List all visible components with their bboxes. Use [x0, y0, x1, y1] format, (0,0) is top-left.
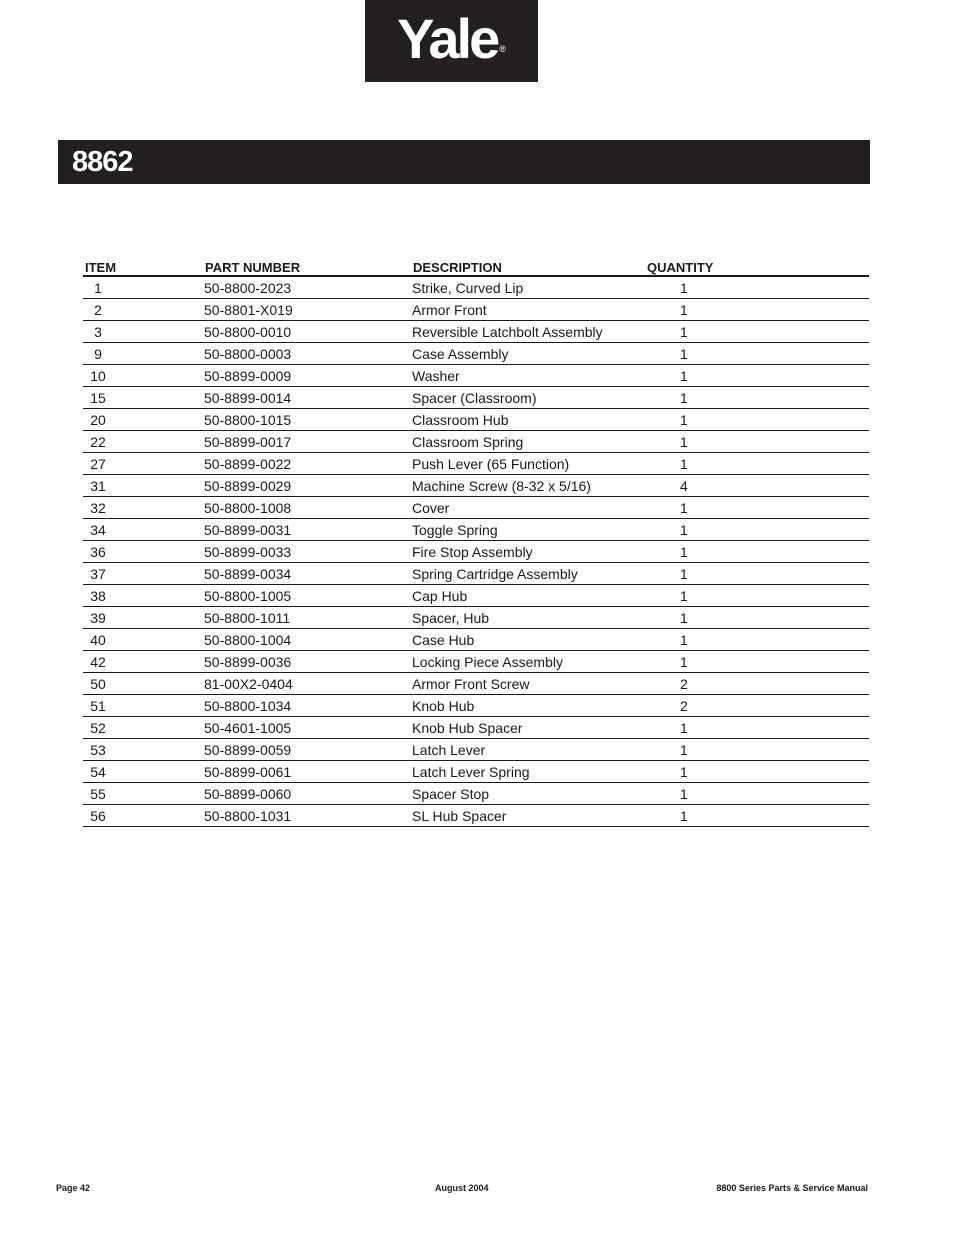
cell-quantity: 1 [645, 563, 869, 585]
item-number: 31 [90, 477, 106, 494]
cell-description: Latch Lever Spring [411, 761, 645, 783]
cell-item [83, 365, 203, 387]
cell-part-number: 50-8899-0017 [203, 431, 411, 453]
cell-quantity: 1 [645, 409, 869, 431]
header-quantity: QUANTITY [645, 256, 869, 276]
cell-part-number: 50-8899-0031 [203, 519, 411, 541]
cell-part-number: 50-8800-1034 [203, 695, 411, 717]
cell-item [83, 321, 203, 343]
cell-quantity: 1 [645, 365, 869, 387]
cell-part-number: 50-8899-0033 [203, 541, 411, 563]
cell-item [83, 761, 203, 783]
item-number: 2 [94, 301, 102, 318]
cell-part-number: 50-8899-0059 [203, 739, 411, 761]
cell-quantity: 1 [645, 739, 869, 761]
cell-item [83, 299, 203, 321]
table-row [83, 695, 869, 717]
cell-quantity: 1 [645, 585, 869, 607]
item-number: 34 [90, 521, 106, 538]
cell-part-number: 81-00X2-0404 [203, 673, 411, 695]
table-row [83, 739, 869, 761]
cell-item [83, 651, 203, 673]
cell-description: Spacer (Classroom) [411, 387, 645, 409]
item-number: 27 [90, 455, 106, 472]
cell-description: Washer [411, 365, 645, 387]
cell-part-number: 50-8800-0003 [203, 343, 411, 365]
cell-quantity: 1 [645, 453, 869, 475]
item-number: 40 [90, 631, 106, 648]
cell-item [83, 431, 203, 453]
cell-part-number: 50-8899-0014 [203, 387, 411, 409]
table-row [83, 276, 869, 299]
footer-page-number: Page 42 [56, 1183, 91, 1193]
item-number: 15 [90, 389, 106, 406]
cell-description: Armor Front [411, 299, 645, 321]
cell-item [83, 783, 203, 805]
header-description: DESCRIPTION [411, 256, 645, 276]
cell-quantity: 1 [645, 299, 869, 321]
cell-quantity: 1 [645, 276, 869, 299]
table-row [83, 651, 869, 673]
cell-description: Toggle Spring [411, 519, 645, 541]
cell-description: Cover [411, 497, 645, 519]
parts-table [83, 256, 869, 827]
cell-part-number: 50-8899-0009 [203, 365, 411, 387]
cell-item [83, 541, 203, 563]
cell-item [83, 519, 203, 541]
cell-part-number: 50-8899-0022 [203, 453, 411, 475]
table-row [83, 475, 869, 497]
cell-quantity: 1 [645, 519, 869, 541]
cell-description: Machine Screw (8-32 x 5/16) [411, 475, 645, 497]
cell-quantity: 1 [645, 805, 869, 827]
cell-item [83, 673, 203, 695]
cell-description: Classroom Hub [411, 409, 645, 431]
cell-item [83, 343, 203, 365]
table-row [83, 585, 869, 607]
cell-part-number: 50-4601-1005 [203, 717, 411, 739]
cell-quantity: 1 [645, 343, 869, 365]
cell-part-number: 50-8800-0010 [203, 321, 411, 343]
cell-description: Cap Hub [411, 585, 645, 607]
cell-description: Knob Hub [411, 695, 645, 717]
cell-item [83, 276, 203, 299]
cell-quantity: 1 [645, 783, 869, 805]
table-row [83, 563, 869, 585]
cell-item [83, 563, 203, 585]
item-number: 20 [90, 411, 106, 428]
cell-description: Latch Lever [411, 739, 645, 761]
model-number-title: 8862 [72, 145, 133, 178]
cell-description: Spacer, Hub [411, 607, 645, 629]
table-row [83, 717, 869, 739]
cell-part-number: 50-8800-2023 [203, 276, 411, 299]
table-row [83, 343, 869, 365]
table-row [83, 607, 869, 629]
cell-item [83, 607, 203, 629]
table-row [83, 365, 869, 387]
item-number: 39 [90, 609, 106, 626]
yale-logo [365, 0, 538, 82]
cell-quantity: 1 [645, 541, 869, 563]
cell-part-number: 50-8800-1004 [203, 629, 411, 651]
item-number: 42 [90, 653, 106, 670]
cell-part-number: 50-8801-X019 [203, 299, 411, 321]
item-number: 3 [94, 323, 102, 340]
cell-part-number: 50-8800-1031 [203, 805, 411, 827]
item-number: 1 [94, 279, 102, 296]
cell-item [83, 805, 203, 827]
cell-item [83, 409, 203, 431]
cell-item [83, 629, 203, 651]
cell-description: SL Hub Spacer [411, 805, 645, 827]
item-number: 53 [90, 741, 106, 758]
cell-description: Push Lever (65 Function) [411, 453, 645, 475]
cell-part-number: 50-8899-0029 [203, 475, 411, 497]
item-number: 54 [90, 763, 106, 780]
cell-part-number: 50-8899-0060 [203, 783, 411, 805]
cell-quantity: 1 [645, 431, 869, 453]
item-number: 51 [90, 697, 106, 714]
cell-quantity: 1 [645, 761, 869, 783]
logo-wordmark: Yale [397, 7, 498, 70]
table-row [83, 409, 869, 431]
cell-quantity: 1 [645, 629, 869, 651]
cell-item [83, 453, 203, 475]
cell-quantity: 2 [645, 673, 869, 695]
header-part-number: PART NUMBER [203, 256, 411, 276]
cell-quantity: 1 [645, 321, 869, 343]
cell-part-number: 50-8800-1005 [203, 585, 411, 607]
cell-quantity: 2 [645, 695, 869, 717]
cell-description: Spacer Stop [411, 783, 645, 805]
table-row [83, 519, 869, 541]
table-row [83, 541, 869, 563]
item-number: 22 [90, 433, 106, 450]
table-row [83, 431, 869, 453]
item-number: 9 [94, 345, 102, 362]
table-header-row [83, 256, 869, 276]
cell-part-number: 50-8800-1015 [203, 409, 411, 431]
table-row [83, 673, 869, 695]
item-number: 52 [90, 719, 106, 736]
cell-description: Armor Front Screw [411, 673, 645, 695]
cell-description: Fire Stop Assembly [411, 541, 645, 563]
table-row [83, 805, 869, 827]
item-number: 38 [90, 587, 106, 604]
cell-description: Strike, Curved Lip [411, 276, 645, 299]
table-row [83, 497, 869, 519]
cell-description: Case Hub [411, 629, 645, 651]
cell-item [83, 387, 203, 409]
table-row [83, 761, 869, 783]
cell-item [83, 717, 203, 739]
item-number: 50 [90, 675, 106, 692]
cell-description: Locking Piece Assembly [411, 651, 645, 673]
cell-description: Case Assembly [411, 343, 645, 365]
cell-quantity: 1 [645, 497, 869, 519]
item-number: 32 [90, 499, 106, 516]
table-row [83, 321, 869, 343]
footer-manual-title: 8800 Series Parts & Service Manual [716, 1183, 868, 1193]
cell-item [83, 475, 203, 497]
cell-item [83, 739, 203, 761]
table-row [83, 387, 869, 409]
item-number: 56 [90, 807, 106, 824]
table-row [83, 453, 869, 475]
item-number: 37 [90, 565, 106, 582]
item-number: 55 [90, 785, 106, 802]
cell-quantity: 1 [645, 387, 869, 409]
footer-date: August 2004 [435, 1183, 489, 1193]
cell-item [83, 585, 203, 607]
cell-quantity: 1 [645, 717, 869, 739]
cell-part-number: 50-8899-0061 [203, 761, 411, 783]
item-number: 10 [90, 367, 106, 384]
cell-quantity: 4 [645, 475, 869, 497]
parts-table-body [83, 276, 869, 827]
table-row [83, 299, 869, 321]
header-item: ITEM [83, 256, 203, 276]
table-row [83, 629, 869, 651]
cell-quantity: 1 [645, 607, 869, 629]
cell-part-number: 50-8899-0036 [203, 651, 411, 673]
cell-item [83, 695, 203, 717]
cell-description: Knob Hub Spacer [411, 717, 645, 739]
cell-part-number: 50-8800-1008 [203, 497, 411, 519]
cell-item [83, 497, 203, 519]
item-number: 36 [90, 543, 106, 560]
model-banner [58, 140, 870, 184]
cell-part-number: 50-8899-0034 [203, 563, 411, 585]
table-row [83, 783, 869, 805]
cell-description: Classroom Spring [411, 431, 645, 453]
cell-quantity: 1 [645, 651, 869, 673]
registered-mark: ® [499, 44, 506, 54]
cell-description: Spring Cartridge Assembly [411, 563, 645, 585]
cell-part-number: 50-8800-1011 [203, 607, 411, 629]
cell-description: Reversible Latchbolt Assembly [411, 321, 645, 343]
